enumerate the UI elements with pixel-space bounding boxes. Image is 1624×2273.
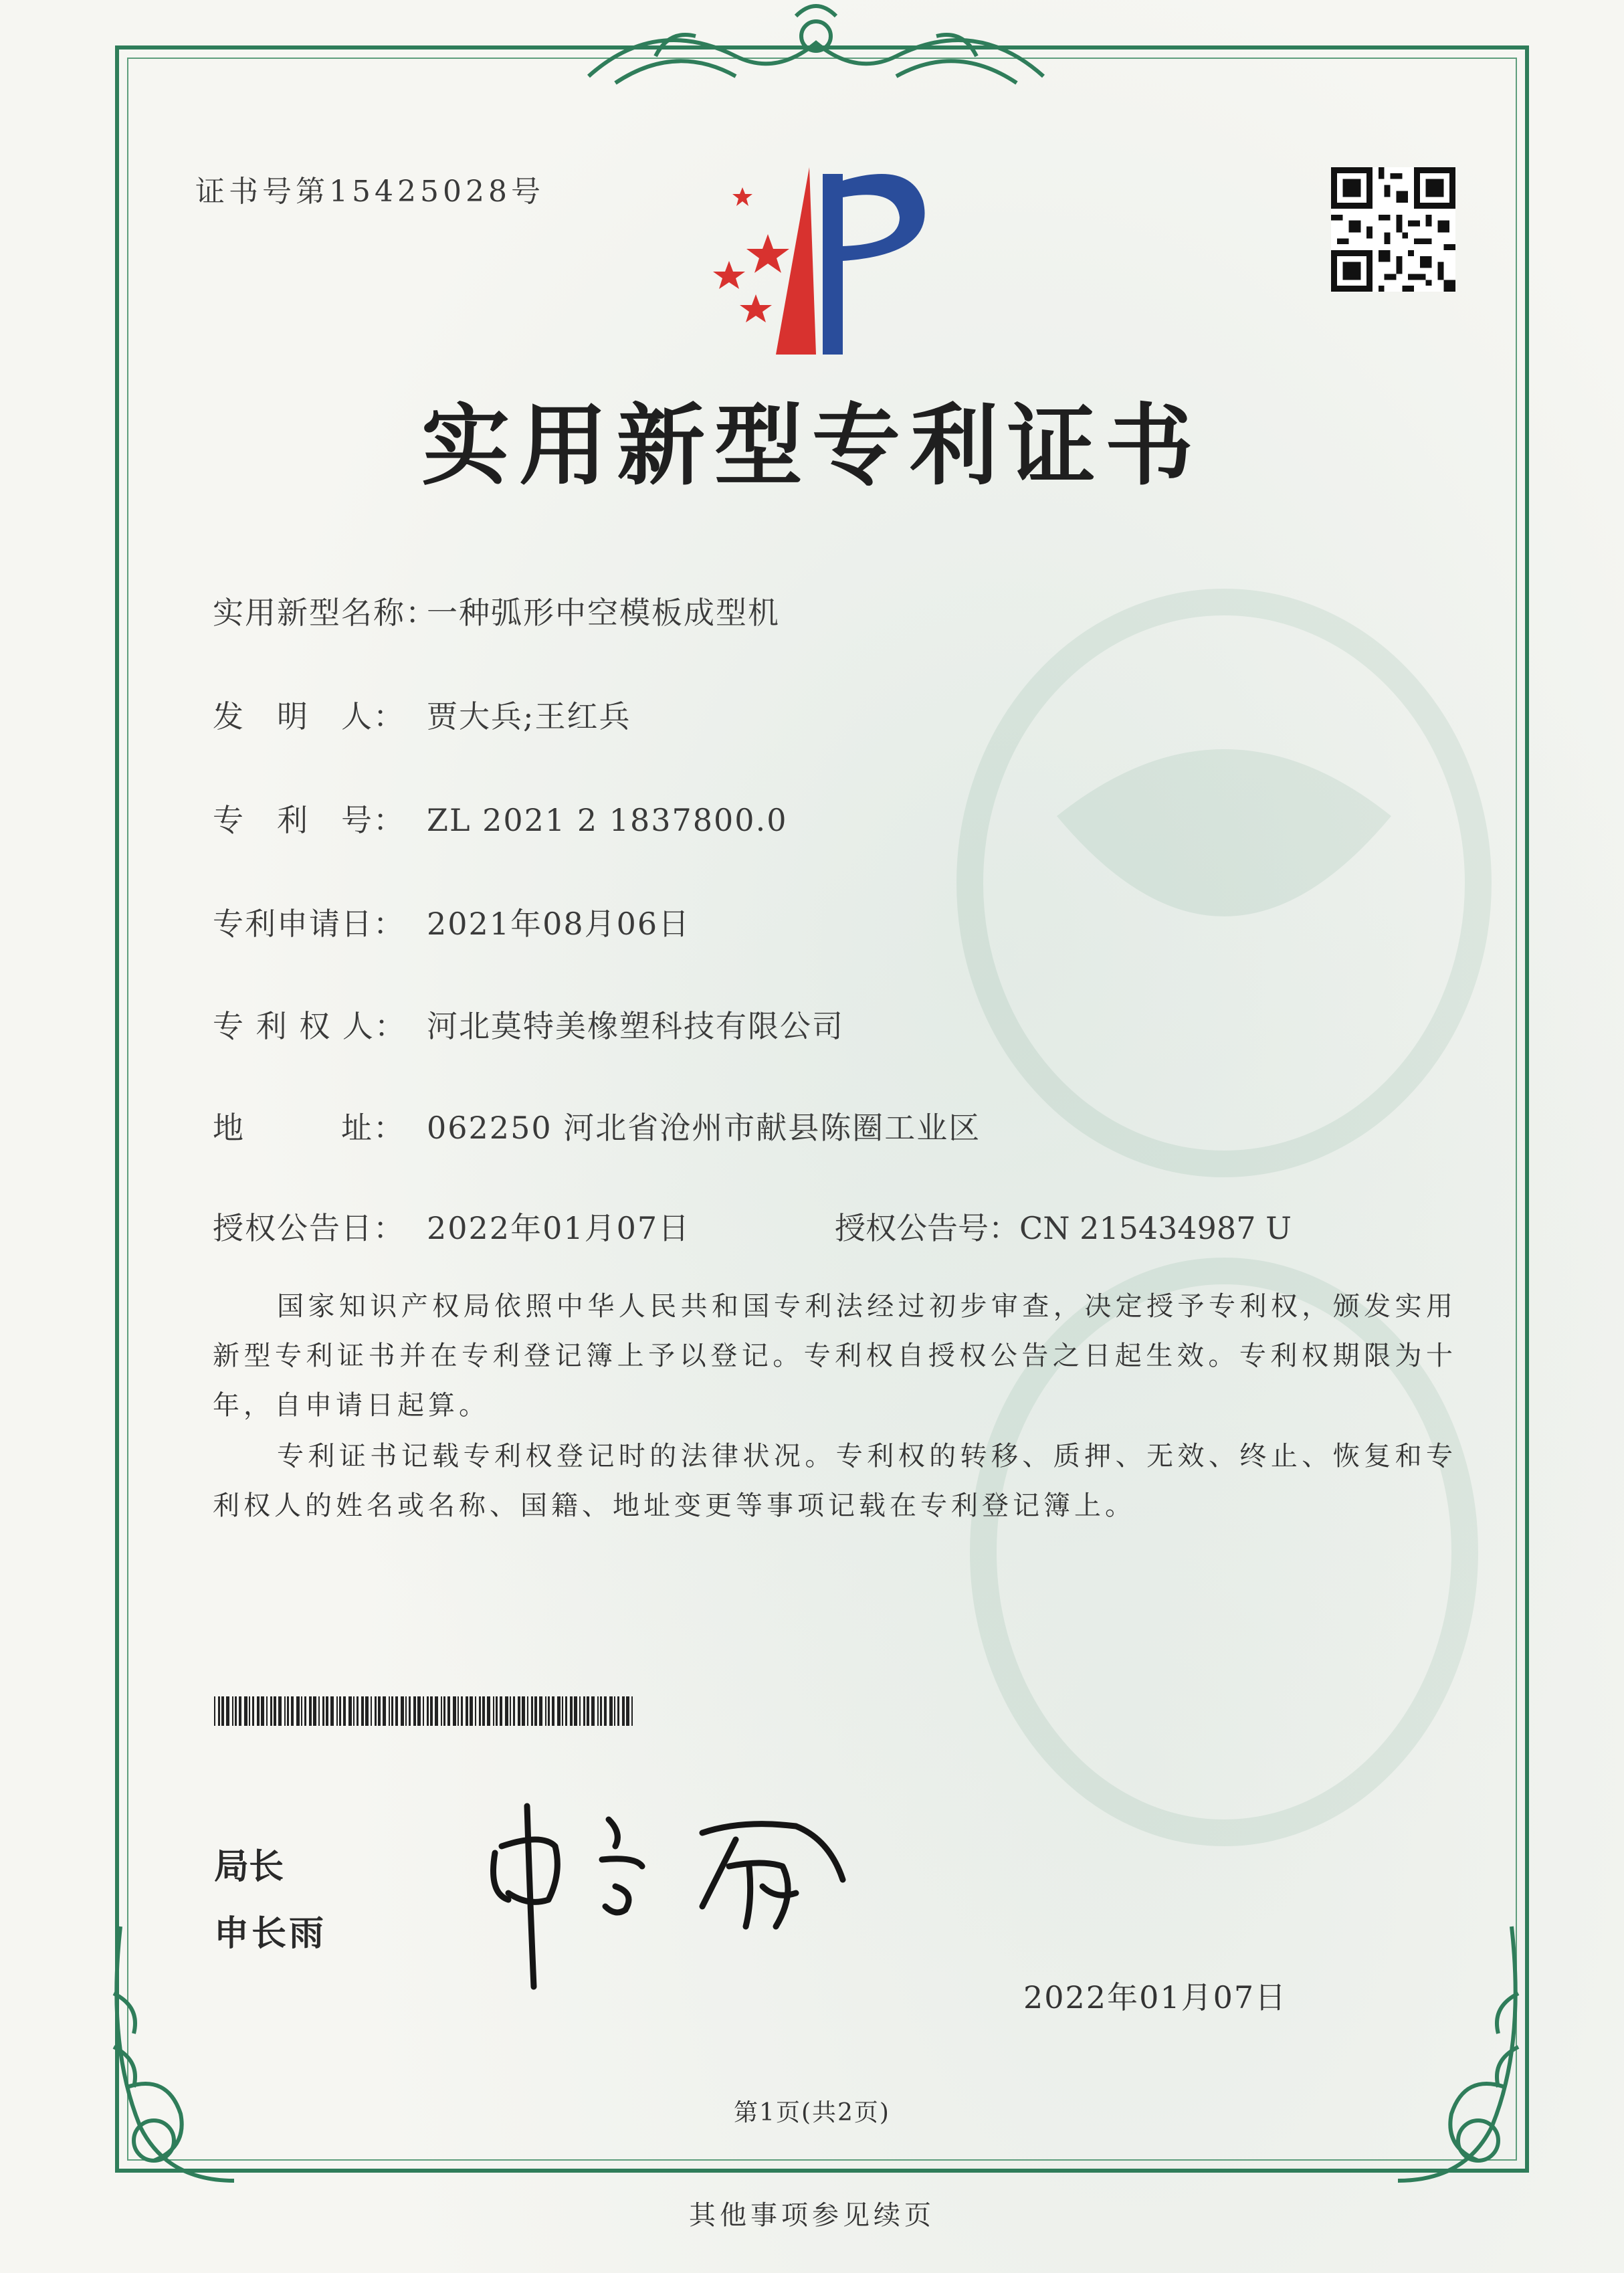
field-publication-number xyxy=(835,1204,1292,1248)
barcode-bar xyxy=(617,1696,619,1726)
barcode-bar xyxy=(487,1696,490,1726)
barcode-bar xyxy=(539,1696,542,1726)
barcode-bar xyxy=(313,1696,316,1726)
barcode-bar xyxy=(274,1696,276,1726)
field-value: 一种弧形中空模板成型机 xyxy=(427,595,780,631)
barcode-bar xyxy=(296,1696,300,1726)
field-label: 专 利 号： xyxy=(213,802,405,838)
barcode-bar xyxy=(562,1696,563,1726)
barcode-bar xyxy=(221,1696,224,1726)
footer-note: 其他事项参见续页 xyxy=(689,2200,935,2231)
barcode-bar xyxy=(505,1696,508,1726)
barcode-bar xyxy=(353,1696,354,1726)
barcode-bar xyxy=(470,1696,473,1726)
field-address xyxy=(213,1104,981,1148)
barcode-bar xyxy=(591,1696,595,1726)
bottom-left-ornament xyxy=(100,1913,247,2194)
barcode-bar xyxy=(545,1696,546,1726)
barcode-bar xyxy=(531,1696,533,1726)
certificate-number: 证书号第15425028号 xyxy=(195,175,544,209)
barcode-bar xyxy=(622,1696,625,1726)
barcode-bar xyxy=(548,1696,550,1726)
barcode xyxy=(214,1696,639,1726)
barcode-bar xyxy=(475,1696,476,1726)
certificate-title: 实用新型专利证书 xyxy=(421,394,1203,498)
barcode-bar xyxy=(597,1696,599,1726)
barcode-bar xyxy=(395,1696,398,1726)
barcode-bar xyxy=(631,1696,633,1726)
barcode-bar xyxy=(513,1696,515,1726)
barcode-bar xyxy=(378,1696,381,1726)
barcode-bar xyxy=(391,1696,393,1726)
barcode-bar xyxy=(522,1696,525,1726)
barcode-bar xyxy=(430,1696,433,1726)
barcode-bar xyxy=(496,1696,498,1726)
barcode-bar xyxy=(257,1696,260,1726)
barcode-bar xyxy=(435,1696,438,1726)
barcode-bar xyxy=(583,1696,585,1726)
barcode-bar xyxy=(552,1696,554,1726)
barcode-bar xyxy=(235,1696,237,1726)
bottom-right-ornament xyxy=(1385,1913,1532,2194)
barcode-bar xyxy=(579,1696,581,1726)
barcode-bar xyxy=(214,1696,215,1726)
director-title: 局长 xyxy=(214,1846,284,1887)
page-info: 第1页(共2页) xyxy=(734,2099,890,2127)
statement-paragraph-2: 专利证书记载专利权登记时的法律状况。专利权的转移、质押、无效、终止、恢复和专利权人的姓名或名称、国籍、地址变更等事项记载在专利登记簿上。 xyxy=(213,1441,1457,1521)
barcode-bar xyxy=(371,1696,372,1726)
barcode-bar xyxy=(570,1696,573,1726)
field-value: 062250 河北省沧州市献县陈圈工业区 xyxy=(427,1110,981,1146)
barcode-bar xyxy=(500,1696,502,1726)
barcode-bar xyxy=(413,1696,416,1726)
barcode-bar xyxy=(458,1696,459,1726)
barcode-bar xyxy=(383,1696,386,1726)
barcode-bar xyxy=(291,1696,294,1726)
barcode-bar xyxy=(304,1696,306,1726)
qr-code xyxy=(1331,167,1455,292)
issue-date: 2022年01月07日 xyxy=(1023,1979,1288,2015)
director-name: 申长雨 xyxy=(214,1913,327,1954)
field-grant-date xyxy=(213,1204,690,1248)
barcode-bar xyxy=(226,1696,229,1726)
barcode-bar xyxy=(309,1696,312,1726)
barcode-bar xyxy=(466,1696,468,1726)
barcode-bar xyxy=(287,1696,289,1726)
barcode-bar xyxy=(244,1696,247,1726)
barcode-bar xyxy=(453,1696,456,1726)
barcode-bar xyxy=(479,1696,481,1726)
barcode-bar xyxy=(232,1696,233,1726)
field-value: CN 215434987 U xyxy=(1019,1210,1292,1246)
barcode-bar xyxy=(330,1696,334,1726)
barcode-bar xyxy=(493,1696,494,1726)
barcode-bar xyxy=(252,1696,254,1726)
barcode-bar xyxy=(348,1696,352,1726)
barcode-bar xyxy=(343,1696,346,1726)
barcode-bar xyxy=(557,1696,561,1726)
barcode-bar xyxy=(482,1696,485,1726)
barcode-bar xyxy=(417,1696,421,1726)
barcode-bar xyxy=(401,1696,404,1726)
statement-paragraph-1: 国家知识产权局依照中华人民共和国专利法经过初步审查，决定授予专利权，颁发实用新型专利证书并在专利登记簿上予以登记。专利权自授权公告之日起生效。专利权期限为十年，自申请日起算。 xyxy=(213,1291,1457,1421)
barcode-bar xyxy=(266,1696,268,1726)
field-patentee xyxy=(213,1002,844,1046)
barcode-bar xyxy=(604,1696,607,1726)
barcode-bar xyxy=(443,1696,445,1726)
barcode-bar xyxy=(261,1696,264,1726)
field-label: 授权公告日： xyxy=(213,1210,405,1246)
barcode-bar xyxy=(600,1696,602,1726)
barcode-bar xyxy=(510,1696,511,1726)
barcode-bar xyxy=(375,1696,377,1726)
field-value: ZL 2021 2 1837800.0 xyxy=(427,802,788,838)
barcode-bar xyxy=(441,1696,442,1726)
barcode-bar xyxy=(534,1696,537,1726)
barcode-bar xyxy=(361,1696,364,1726)
barcode-bar xyxy=(278,1696,282,1726)
barcode-bar xyxy=(447,1696,450,1726)
field-label: 专利申请日： xyxy=(213,906,405,942)
barcode-bar xyxy=(326,1696,328,1726)
field-patent-number xyxy=(213,796,787,840)
barcode-bar xyxy=(239,1696,241,1726)
barcode-bar xyxy=(249,1696,250,1726)
barcode-bar xyxy=(339,1696,341,1726)
barcode-bar xyxy=(461,1696,463,1726)
barcode-bar xyxy=(614,1696,615,1726)
barcode-bar xyxy=(427,1696,429,1726)
barcode-bar xyxy=(322,1696,324,1726)
field-inventor xyxy=(213,692,631,736)
field-application-date xyxy=(213,900,690,944)
field-label: 授权公告号： xyxy=(835,1210,1019,1246)
barcode-bar xyxy=(218,1696,220,1726)
barcode-bar xyxy=(365,1696,369,1726)
barcode-bar xyxy=(565,1696,567,1726)
field-label: 地 址： xyxy=(213,1110,405,1146)
field-label: 专 利 权 人： xyxy=(213,1008,407,1044)
barcode-bar xyxy=(609,1696,613,1726)
barcode-bar xyxy=(318,1696,320,1726)
barcode-bar xyxy=(270,1696,272,1726)
top-ornament xyxy=(575,3,1057,96)
field-label: 实用新型名称： xyxy=(213,595,437,631)
barcode-bar xyxy=(357,1696,359,1726)
field-value: 贾大兵;王红兵 xyxy=(427,698,631,734)
barcode-bar xyxy=(518,1696,520,1726)
barcode-bar xyxy=(301,1696,302,1726)
barcode-bar xyxy=(574,1696,577,1726)
barcode-bar xyxy=(626,1696,629,1726)
cnipa-logo xyxy=(689,161,943,361)
field-label: 发 明 人： xyxy=(213,698,405,734)
barcode-bar xyxy=(336,1696,338,1726)
field-value: 2022年01月07日 xyxy=(427,1210,691,1246)
barcode-bar xyxy=(389,1696,390,1726)
field-value: 河北莫特美橡塑科技有限公司 xyxy=(427,1008,844,1044)
field-value: 2021年08月06日 xyxy=(427,906,691,942)
barcode-bar xyxy=(423,1696,424,1726)
director-signature xyxy=(482,1793,856,1993)
barcode-bar xyxy=(409,1696,411,1726)
field-design-name xyxy=(213,589,780,633)
barcode-bar xyxy=(405,1696,407,1726)
barcode-bar xyxy=(284,1696,286,1726)
barcode-bar xyxy=(527,1696,528,1726)
barcode-bar xyxy=(587,1696,589,1726)
